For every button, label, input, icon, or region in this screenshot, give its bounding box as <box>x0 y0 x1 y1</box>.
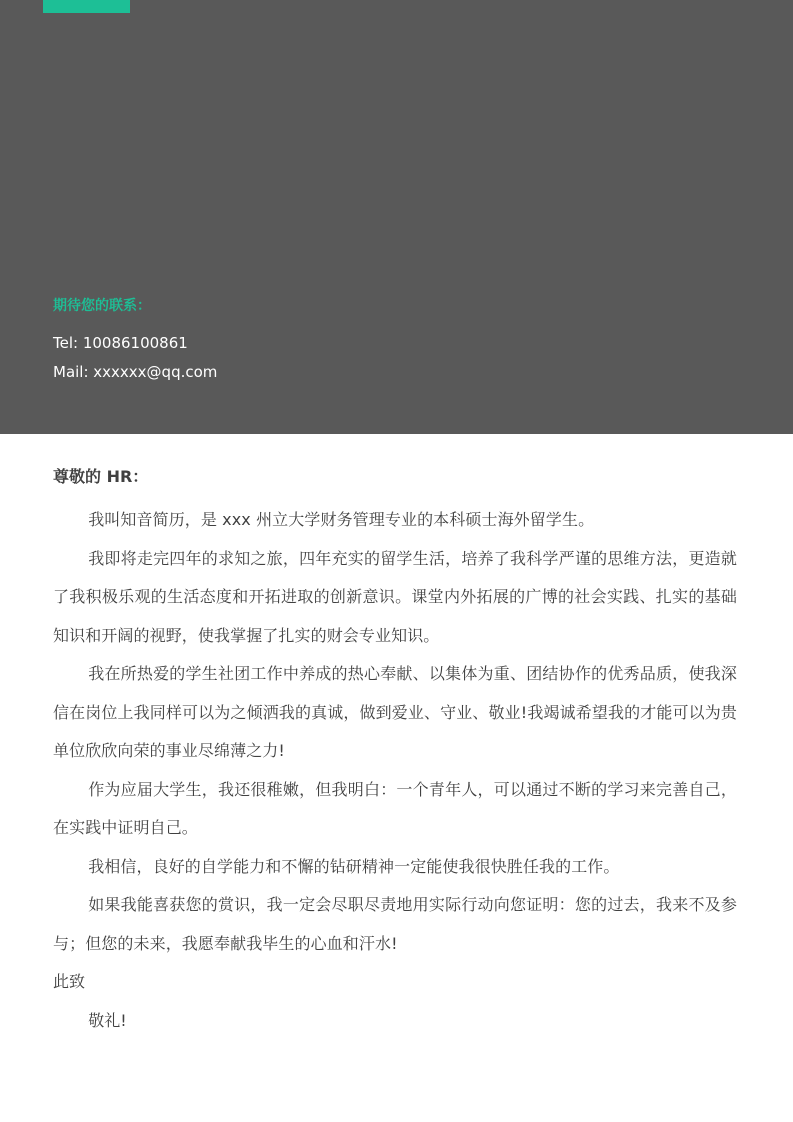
letter-paragraph: 我在所热爱的学生社团工作中养成的热心奉献、以集体为重、团结协作的优秀品质，使我深信在岗位上我同样可以为之倾洒我的真诚，做到爱业、守业、敬业!我竭诚希望我的才能可以为贵单位欣欣向荣的事业尽绵薄之力! <box>53 664 737 760</box>
contact-mail: Mail: xxxxxx@qq.com <box>53 363 218 381</box>
letter-paragraph: 我相信，良好的自学能力和不懈的钻研精神一定能使我很快胜任我的工作。 <box>88 856 620 876</box>
letter-paragraph: 我即将走完四年的求知之旅，四年充实的留学生活，培养了我科学严谨的思维方法，更造就了我积极乐观的生活态度和开拓进取的创新意识。课堂内外拓展的广博的社会实践、扎实的基础知识和开阔的视野，使我掌握了扎实的财会专业知识。 <box>53 548 737 645</box>
letter-paragraph: 作为应届大学生，我还很稚嫩，但我明白：一个青年人，可以通过不断的学习来完善自己，在实践中证明自己。 <box>53 779 737 837</box>
letter-paragraph: 如果我能喜获您的赏识，我一定会尽职尽责地用实际行动向您证明：您的过去，我来不及参与；但您的未来，我愿奉献我毕生的心血和汗水! <box>53 895 737 953</box>
contact-heading: 期待您的联系： <box>53 298 151 314</box>
letter-regards: 敬礼! <box>88 1010 127 1030</box>
letter-salutation: 尊敬的 HR： <box>53 467 149 486</box>
contact-tel: Tel: 10086100861 <box>53 334 188 352</box>
header-banner <box>0 0 793 434</box>
cover-letter <box>53 463 737 1040</box>
letter-closing: 此致 <box>53 972 86 991</box>
accent-bar <box>43 0 130 13</box>
letter-paragraph: 我叫知音简历，是 xxx 州立大学财务管理专业的本科硕士海外留学生。 <box>88 510 595 529</box>
